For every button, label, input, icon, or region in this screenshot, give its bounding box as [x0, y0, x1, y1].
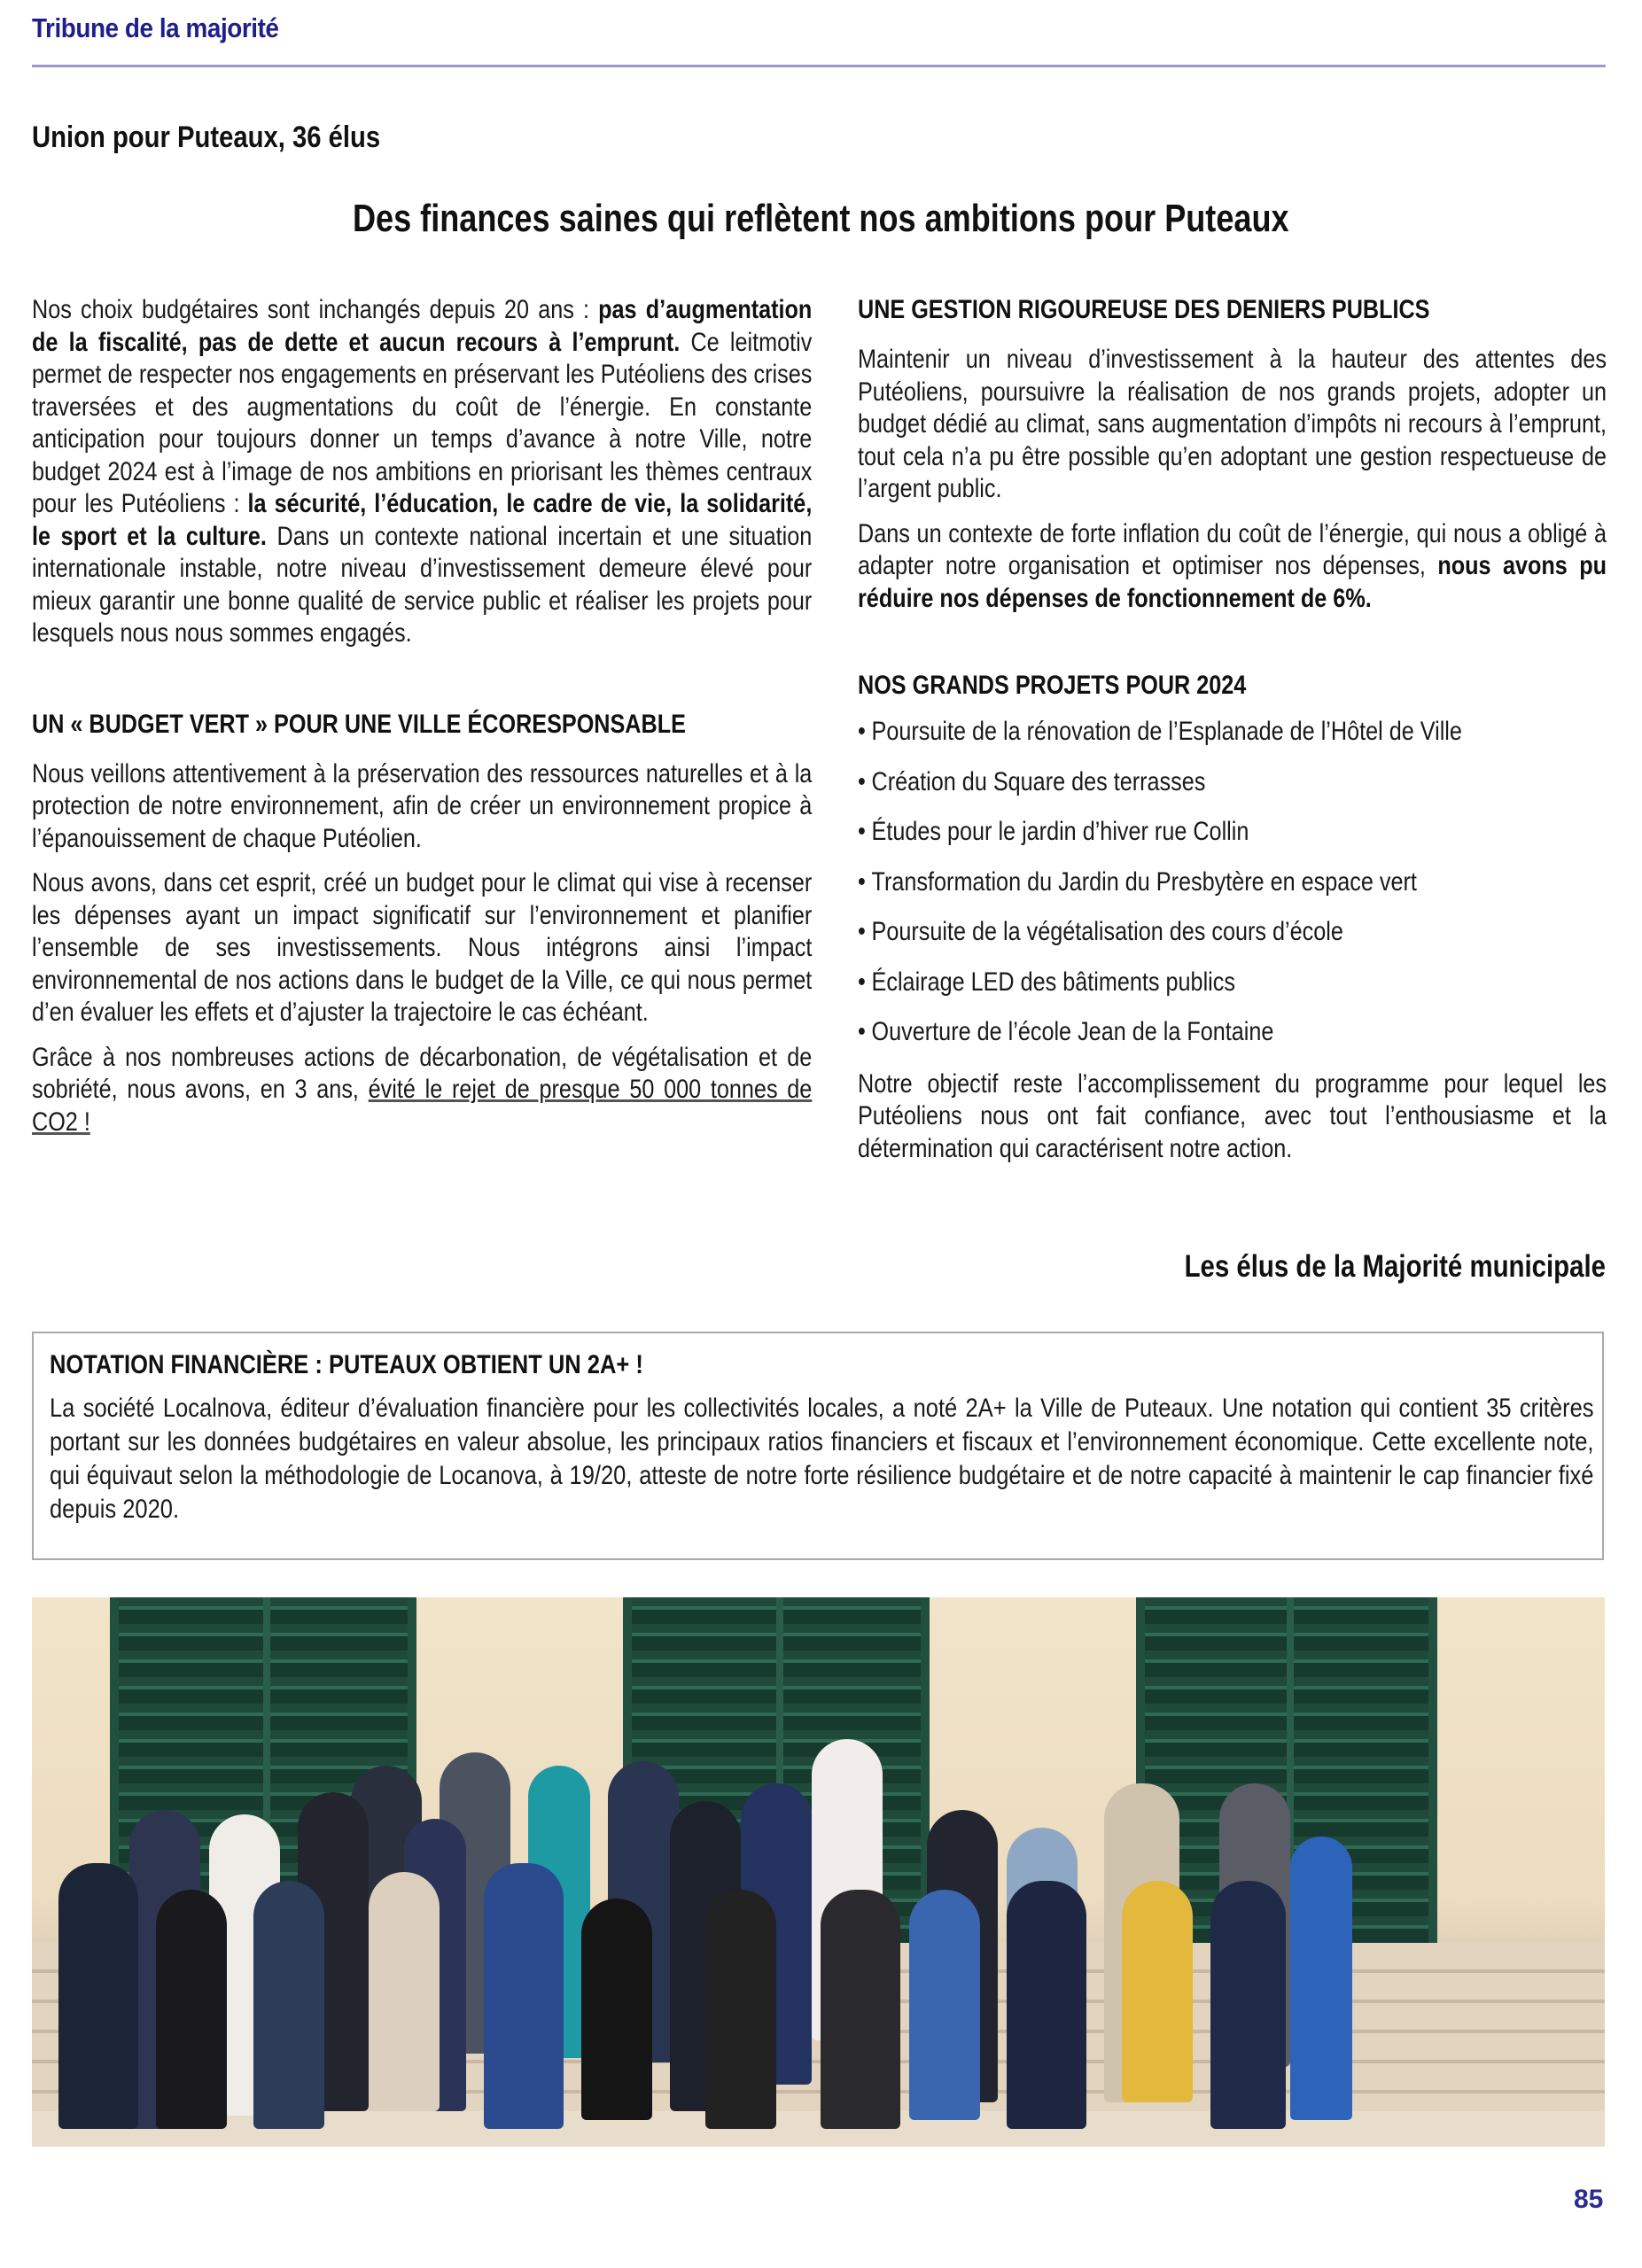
person [581, 1899, 652, 2120]
page-title: Des finances saines qui reflètent nos ambitions pour Puteaux [353, 197, 1289, 240]
bullet-icon: • [858, 967, 866, 997]
rating-text: La société Localnova, éditeur d’évaluation financière pour les collectivités locales, a noté 2A+ la Ville de Puteaux. Une notation qui contient 35 critères portant sur les données budgétaires en valeur absolue, les principaux ratios financiers et fiscaux et l’environnement économique. Cette excellente note, qui équivaut selon la méthodologie de Locanova, à 19/20, atteste de notre forte résilience budgétaire et de notre capacité à maintenir le cap financier fixé depuis 2020. [50, 1394, 1594, 1524]
person [821, 1890, 900, 2129]
signature: Les élus de la Majorité municipale [1184, 1249, 1606, 1284]
header-divider [32, 65, 1606, 67]
bullet-icon: • [858, 917, 866, 946]
projects-heading: NOS GRANDS PROJETS POUR 2024 [858, 671, 1247, 700]
projects-list [858, 707, 1607, 1058]
person [1210, 1881, 1286, 2129]
list-item: • Création du Square des terrasses [858, 766, 1206, 796]
list-item: • Transformation du Jardin du Presbytère en espace vert [858, 866, 1417, 897]
rigorous-management-heading: UNE GESTION RIGOUREUSE DES DENIERS PUBLICS [858, 295, 1430, 324]
green-budget-paragraph-1: Nous veillons attentivement à la préservation des ressources naturelles et à la protection de notre environnement, afin de créer un environnement propice à l’épanouissement de chaque Putéolien. [32, 758, 813, 853]
section-tag: Tribune de la majorité [32, 12, 279, 43]
rigorous-paragraph-1: Maintenir un niveau d’investissement à la hauteur des attentes des Putéoliens, poursuivre la réalisation de nos grands projets, adopter un budget dédié au climat, sans augmentation d’impôts ni recours à l’emprunt, tout cela n’a pu être possible qu’en adoptant une gestion respectueuse de l’argent public. [858, 345, 1607, 503]
person [705, 1890, 776, 2129]
page-number: 85 [1574, 2185, 1604, 2214]
rating-heading: NOTATION FINANCIÈRE : PUTEAUX OBTIENT UN 2A+ ! [50, 1350, 643, 1379]
list-item: • Poursuite de la rénovation de l’Esplanade de l’Hôtel de Ville [858, 717, 1462, 746]
person [1290, 1837, 1352, 2120]
person [253, 1881, 324, 2129]
list-item: • Ouverture de l’école Jean de la Fontaine [858, 1017, 1274, 1046]
bullet-icon: • [858, 766, 866, 796]
green-budget-paragraph-3: Grâce à nos nombreuses actions de décarbonation, de végétalisation et de sobriété, nous avons, en 3 ans, évité le rejet de presque 50 000 tonnes de CO2 ! [32, 1042, 813, 1137]
person [1007, 1881, 1086, 2129]
conclusion-paragraph: Notre objectif reste l’accomplissement du programme pour lequel les Putéoliens nous ont fait confiance, avec tout l’enthousiasme et la détermination qui caractérisent notre action. [858, 1068, 1607, 1163]
group-name: Union pour Puteaux, 36 élus [32, 120, 381, 154]
list-item: • Éclairage LED des bâtiments publics [858, 967, 1235, 997]
person [909, 1890, 980, 2120]
bullet-icon: • [858, 817, 866, 846]
person [1122, 1881, 1193, 2102]
intro-paragraph: Nos choix budgétaires sont inchangés depuis 20 ans : pas d’augmentation de la fiscalité, pas de dette et aucun recours à l’emprunt. Ce leitmotiv permet de respecter nos engagements en préservant les Putéoliens des crises traversées et des augmentations du coût de l’énergie. En constante anticipation pour toujours donner un temps d’avance à notre Ville, notre budget 2024 est à l’image de nos ambitions en priorisant les thèmes centraux pour les Putéoliens : la sécurité, l’éducation, le cadre de vie, la solidarité, le sport et la culture. Dans un contexte national incertain et une situation internationale instable, notre niveau d’investissement demeure élevé pour mieux garantir une bonne qualité de service public et réaliser les projets pour lesquels nous nous sommes engagés. [32, 295, 813, 648]
right-column [858, 294, 1607, 1177]
person [156, 1890, 227, 2129]
person [484, 1863, 564, 2129]
co2-highlight: évité le rejet de presque 50 000 tonnes de CO2 ! [32, 1075, 813, 1137]
person [58, 1863, 138, 2129]
group-photo [32, 1597, 1605, 2147]
green-budget-heading: UN « BUDGET VERT » POUR UNE VILLE ÉCORESPONSABLE [32, 709, 686, 739]
left-column [32, 294, 812, 1151]
rating-callout-box [32, 1332, 1604, 1560]
page-title-wrapper [0, 197, 1642, 241]
bullet-icon: • [858, 717, 866, 746]
intro-bold-themes: la sécurité, l’éducation, le cadre de vie, la solidarité, le sport et la culture. [32, 489, 813, 551]
rigorous-paragraph-2: Dans un contexte de forte inflation du coût de l’énergie, qui nous a obligé à adapter notre organisation et optimiser nos dépenses, nous avons pu réduire nos dépenses de fonctionnement de 6%. [858, 518, 1607, 613]
spending-reduction-bold: nous avons pu réduire nos dépenses de fonctionnement de 6%. [858, 551, 1607, 613]
bullet-icon: • [858, 1017, 866, 1046]
bullet-icon: • [858, 866, 866, 897]
person [369, 1872, 440, 2111]
list-item: • Poursuite de la végétalisation des cours d’école [858, 917, 1343, 946]
intro-bold-commitment: pas d’augmentation de la fiscalité, pas de dette et aucun recours à l’emprunt. [32, 295, 813, 357]
green-budget-paragraph-2: Nous avons, dans cet esprit, créé un budget pour le climat qui vise à recenser les dépenses ayant un impact significatif sur l’environnement et planifier l’ensemble de ses investissements. Nous intégrons ainsi l’impact environnemental de nos actions dans le budget de la Ville, ce qui nous permet d’en évaluer les effets et d’ajuster la trajectoire le cas échéant. [32, 868, 813, 1027]
list-item: • Études pour le jardin d’hiver rue Collin [858, 817, 1249, 846]
